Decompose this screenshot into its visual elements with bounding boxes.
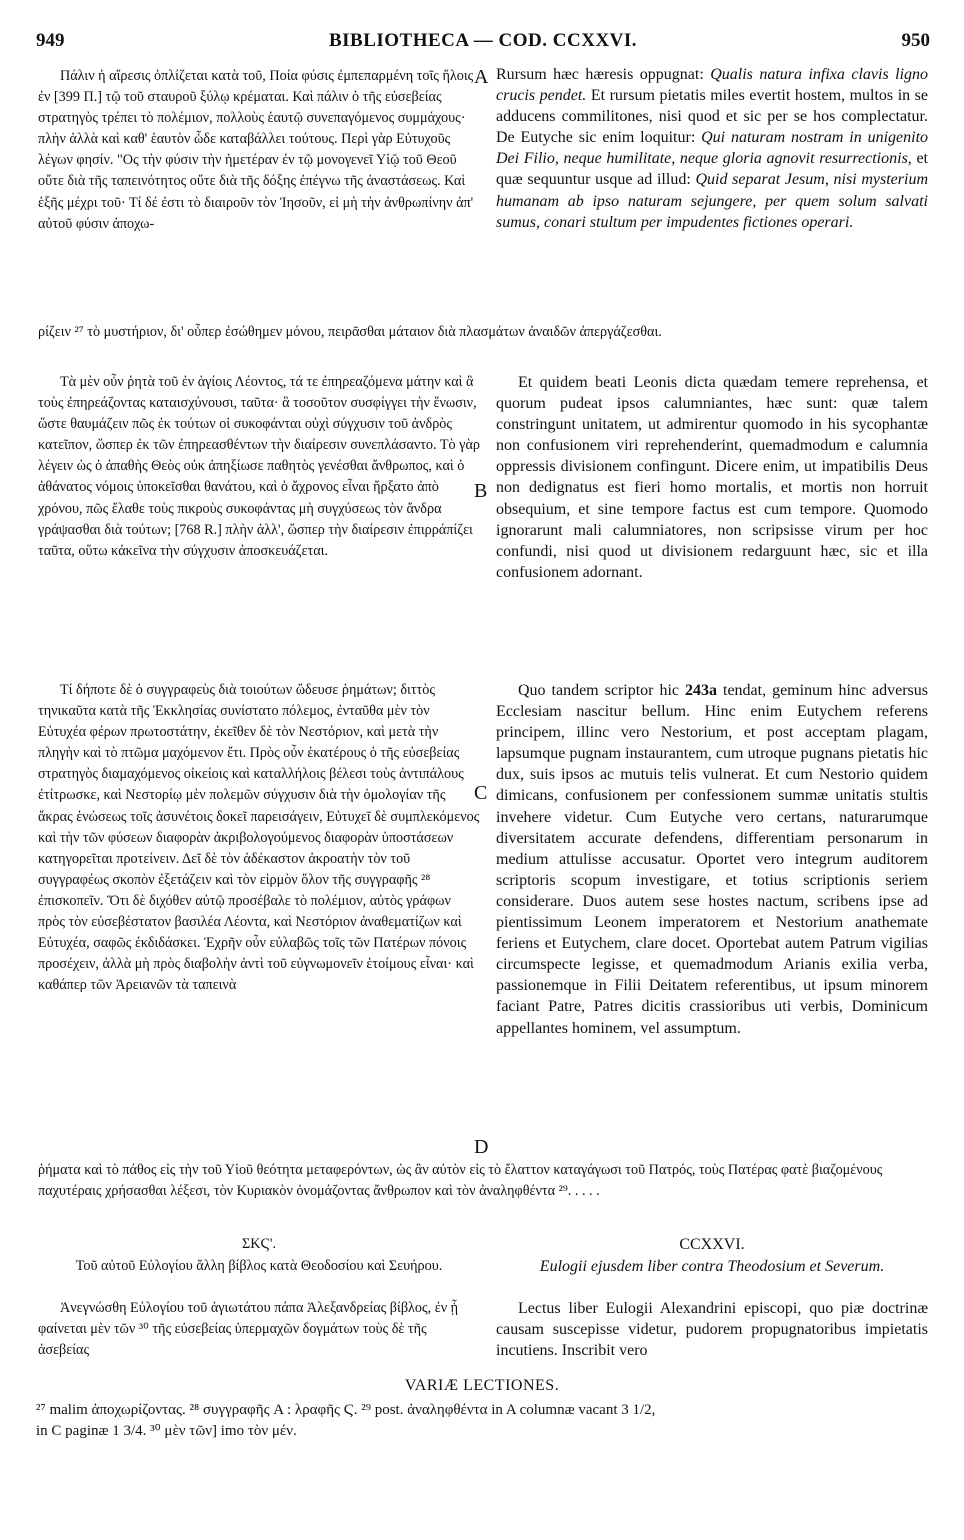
greek-full-line-2: ῥήματα καὶ τὸ πάθος εἰς τὴν τοῦ Υἱοῦ θεότητα μεταφερόντων, ὡς ἂν αὐτὸν εἰς τὸ ἔλαττον καταγάγωσι τοῦ Πατρός, τοὺς Πατέρας φατὲ βιαζομένους παχυτέραις χρήσασθαι λέξεσι, τὸν Κυριακὸν ὀνομάζοντας ἄνθρωπον καὶ τὸν ἀναληφθέντα ²⁹. . . . . [38,1162,883,1200]
greek-full-line-1: ρίζειν ²⁷ τὸ μυστήριον, δι' οὗπερ ἐσώθημεν μόνου, πειρᾶσθαι μάταιον διὰ πλασμάτων ἀναιδῶν ἀπεργάζεσθαι. [38,324,662,340]
greek-codex-title: Τοῦ αὐτοῦ Εὐλογίου ἄλλη βίβλος κατὰ Θεοδοσίου καὶ Σευήρου. [75,1258,443,1274]
variae-lectiones-notes [36,1400,930,1442]
greek-paragraph-2: Τὰ μὲν οὖν ῥητὰ τοῦ ἐν ἁγίοις Λέοντος, τά τε ἐπηρεαζόμενα μάτην καὶ ἃ τοὺς ἐπηρεάζοντας καταισχύνουσι, ταῦτα· ἃ τοσοῦτον συσφίγγει τὴν ἕνωσιν, ὥστε θαυμάζειν πῶς ἐκ τούτων οἱ συκοφάνται οὐχὶ σύγχυσιν τοῦ ἀνδρὸς κατεῖπον, ὥσπερ ἐκ τῶν ἐπηρεασθέντων τὴν διαίρεσιν συνεπλάσαντο. Τὸ γὰρ λέγειν ὡς ὁ ἀπαθὴς Θεὸς οὐκ ἀπηξίωσε παθητὸς γενέσθαι ἄνθρωπος, καὶ ὁ ἀθάνατος νόμοις ὑποκεῖσθαι θανάτου, καὶ ὁ ἄχρονος εἶναι ἤρξατο ἀπὸ χρόνου, πῶς ἔλαθε τοὺς πικροὺς συκοφάντας μὴ συγχύσεως τὸν ἄνδρα γράψασθαι διὰ τούτων; [768 R.] πλὴν ἀλλ', ὥσπερ τὴν διαίρεσιν ἐπιρράπίζει ταῦτα, οὕτω κἀκεῖνα τὴν σύγχυσιν ἀποσκευάζεται. [38,374,480,559]
latin-paragraph-3: Quo tandem scriptor hic 243a tendat, geminum hinc adversus Ecclesiam nascitur bellum. Hinc enim Eutychem referens principem, illinc vero Nestorium, et post acceptam plagam, lapsumque pugnam instaurantem, cum utroque pugnans pietatis hic dux, suis ipsos ac mutuis telis vulnerat. Et cum Nestorio quidem dimicans, confusionem per confessionem summæ unitatis stultis invehere videtur. Cum Eutyche vero certans, naturarumque diversitatem accurate defendens, differentiam personarum in medium attulisse accusatur. Oportet vero integrum auditorem scriptoris scopum investigare, et totius scriptionis seriem considerare. Duos autem sese hostes nactum, scribens ipse ad pientissimum Leonem imperatorem et Nestorium anathemate feriens et Eutychem, clare docet. Oportebat autem Patrum vigilias circumspecte legisse, et quemadmodum Arianis exilia verba, passionemque in Filii Deitatem referentibus, ut ipsum minorem faciant Patre, Patres dicitis crassioribus uti verbis, Dominicum appellantes hominem, vel assumptum. [496,682,929,1037]
section-marker-b: B [474,480,488,502]
section-marker-c: C [474,782,488,804]
page-number-left: 949 [36,30,65,51]
section-marker-a: A [474,66,489,88]
running-title: BIBLIOTHECA — COD. CCXXVI. [328,30,638,51]
section-marker-d: D [474,1136,489,1158]
latin-paragraph-1: Rursum hæc hæresis oppugnat: Qualis natura infixa clavis ligno crucis pendet. Et rursum pietatis miles evertit hostem, multos in se adducens commilitones, nisi quod et sic per se hos complectatur. De Eutyche sic enim loquitur: Qui naturam nostram in unigenito Dei Filio, neque humilitate, neque gloria agnovit resurrectionis, et quæ sequuntur usque ad illud: Quid separat Jesum, nisi mysterium humanam ab ipso naturam sejungere, per quem solum salvati sumus, conari stultum per impudentes fictiones operari. [496,66,929,231]
variae-lectiones-heading: VARIÆ LECTIONES. [404,1377,560,1394]
greek-paragraph-1: Πάλιν ἡ αἵρεσις ὁπλίζεται κατὰ τοῦ, Ποία φύσις ἐμπεπαρμένη τοῖς ἥλοις ἐν [399 Π.] τῷ τοῦ σταυροῦ ξύλῳ κρέμαται. Καὶ πάλιν ὁ τῆς εὐσεβείας στρατηγὸς τρέπει τὸ πολέμιον, πολλοὺς ἑαυτῷ συνεπαγόμενος συμμάχους· πλὴν ἀλλὰ καὶ καθ' ἑαυτὸν ὧδε καταβάλλει τούτους. Περὶ γὰρ Εὐτυχοῦς λέγων φησίν. "Ος τὴν φύσιν τὴν ἡμετέραν ἐν τῷ μονογενεῖ Υἱῷ τοῦ Θεοῦ οὔτε διὰ τῆς ταπεινότητος οὔτε διὰ τῆς δόξης ἐπέγνω τῆς ἀναστάσεως. Καὶ ἑξῆς μέχρι τοῦ· Τί δέ ἐστι τὸ διαιροῦν τὸν Ἰησοῦν, εἰ μὴ τὴν ἀνθρωπίνην ἀπ' αὐτοῦ φύσιν ἀποχω- [38,68,474,232]
variant-note-line: in C paginæ 1 3/4. ³⁰ μὲν τῶν] imo τὸν μέν. [36,1423,297,1439]
page-number-right: 950 [901,30,930,51]
greek-paragraph-3: Τί δήποτε δὲ ὁ συγγραφεὺς διὰ τοιούτων ὥδευσε ῥημάτων; διττὸς τηνικαῦτα κατὰ τῆς Ἐκκλησίας συνίστατο πόλεμος, ἐνταῦθα μὲν τὸν Εὐτυχέα φέρων πρωτοστάτην, ἐκεῖθεν δὲ τὸν Νεστόριον, καὶ μετὰ τὴν πληγὴν καὶ τὸ πτῶμα μαχόμενον ἔτι. Πρὸς οὖν ἑκατέρους ὁ τῆς εὐσεβείας στρατηγὸς διαμαχόμενος οἰκείοις καὶ καταλλήλοις βέλεσι τοὺς ἀντιπάλους ἐτίτρωσκε, καὶ Νεστορίῳ μὲν πολεμῶν σύγχυσιν διὰ τὴν ὁμολογίαν τῆς ἄκρας ἑνώσεως τοῖς ἀσυνέτοις δοκεῖ παρεισάγειν, Εὐτυχεῖ δὲ συμπλεκόμενος καὶ τὴν τῶν φύσεων διαφορὰν ἀκριβολογούμενος διαφορὰν ὑποστάσεων κατηγορεῖται προτείνειν. Δεῖ δὲ τὸν ἀδέκαστον ἀκροατὴν τὸν τοῦ συγγραφέως σκοπὸν ἐξετάζειν καὶ τὸν εἱρμὸν ὅλον τῆς συγγραφῆς ²⁸ ἐπισκοπεῖν. Ὅτι δὲ διχόθεν αὐτῷ προσέβαλε τὸ πολέμιον, αὐτὸς γράφων πρὸς τὸν εὐσεβέστατον βασιλέα Λέοντα, καὶ Νεστόριον ἀναθεματίζων καὶ Εὐτυχέα, σαφῶς ἐκδιδάσκει. Ἐχρῆν οὖν εὐλαβῶς τοῖς τῶν Πατέρων πόνοις προσέχειν, ἀλλὰ μὴ πρὸς διαβολὴν ἀντὶ τοῦ εὐγνωμονεῖν ἑτοίμους εἶναι· καὶ καθάπερ τῶν Ἀρειανῶν τὰ ταπεινὰ [38,682,480,994]
latin-codex-number: CCXXVI. [679,1236,745,1253]
latin-paragraph-2: Et quidem beati Leonis dicta quædam temere reprehensa, et quorum pudeat ipsos calumniantes, hæc sunt: quæ talem constringunt unitatem, ut admirentur quomodo in his sycophantæ non confusionem viri reprehenderint, quemadmodum e calumnia oppressis divisionem confingunt. Dicere enim, ut impatibilis Deus non dedignatus est fieri homo mortalis, et mortis non horruit obsequium, et sine tempore factus est cum tempore. Quomodo ignorarunt mali calumniatores, non scripsisse virum per hoc confundi, nisi quod ut divisionem redarguunt hæc, sic et illa confusionem adornant. [496,374,928,581]
page-header [36,30,930,60]
margin-reference-number: 243a [685,682,718,699]
latin-codex-title: Eulogii ejusdem liber contra Theodosium et Severum. [539,1258,885,1275]
latin-paragraph-4: Lectus liber Eulogii Alexandrini episcopi, quo piæ doctrinæ causam suscepisse videtur, pudorem propugnatoribus impietatis incutiens. Inscribit vero [496,1300,928,1360]
greek-codex-number: ΣΚϚ'. [241,1236,277,1252]
variant-note-line: ²⁷ malim ἀποχωρίζοντας. ²⁸ συγγραφῆς A : λραφῆς Ϛ. ²⁹ post. ἀναληφθέντα in A columnæ vacant 3 1/2, [36,1402,656,1418]
greek-paragraph-4: Ἀνεγνώσθη Εὐλογίου τοῦ ἁγιωτάτου πάπα Ἀλεξανδρείας βίβλος, ἐν ᾗ φαίνεται μὲν τῶν ³⁰ τῆς εὐσεβείας ὑπερμαχῶν δογμάτων τοὺς δὲ τῆς ἀσεβείας [38,1300,459,1359]
